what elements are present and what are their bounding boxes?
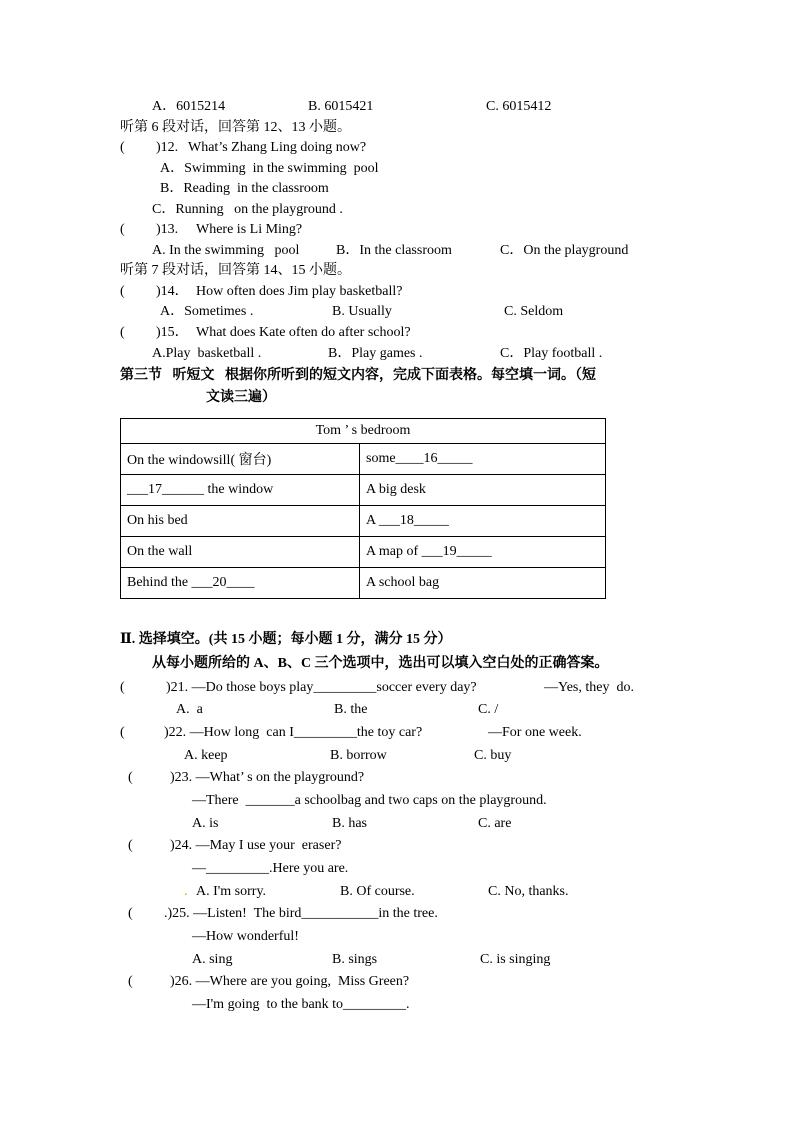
q25-option-a: A. sing [192,952,233,967]
part-2-instruction: 从每小题所给的 A、B、C 三个选项中，选出可以填入空白处的正确答案。 [152,656,609,671]
question-26-reply: —I'm going to the bank to_________. [192,997,410,1012]
table-cell: A ___18_____ [360,506,606,537]
answer-paren: ( [120,284,125,299]
q23-option-b: B. has [332,816,367,831]
table-header-row [121,419,606,444]
answer-paren: ( [128,974,133,989]
question-number: )14． [156,284,189,299]
q23-option-c: C. are [478,816,512,831]
table-row [121,444,606,475]
question-15-stem: What does Kate often do after school? [196,325,411,340]
table-row [121,506,606,537]
q14-option-b: B. Usually [332,304,392,319]
question-22-reply: —For one week. [488,725,582,740]
question-13-stem: Where is Li Ming? [196,222,303,237]
part-2-title: Ⅱ. 选择填空。(共 15 小题；每小题 1 分，满分 15 分） [120,632,452,647]
table-cell: A big desk [360,475,606,506]
question-25-stem: .)25. —Listen! The bird___________in the tree. [164,906,438,921]
option-c: C. 6015412 [486,99,552,114]
q12-option-b: B．Reading in the classroom [160,181,329,196]
answer-paren: ( [120,140,125,155]
q14-option-c: C. Seldom [504,304,564,319]
question-23-reply: —There _______a schoolbag and two caps on the playground. [192,793,547,808]
option-b: B. 6015421 [308,99,374,114]
q12-option-c: C．Running on the playground . [152,202,343,217]
q13-option-b: B．In the classroom [336,243,452,258]
question-number: )15． [156,325,189,340]
question-21-stem: )21. —Do those boys play_________soccer every day? [166,680,477,695]
answer-paren: ( [128,906,133,921]
q14-option-a: A．Sometimes . [160,304,254,319]
q24-option-b: B. Of course. [340,884,415,899]
q15-option-c: C．Play football . [500,346,603,361]
answer-paren: ( [128,838,133,853]
q13-option-c: C．On the playground [500,243,629,258]
q23-option-a: A. is [192,816,219,831]
question-14-stem: How often does Jim play basketball? [196,284,403,299]
question-26-stem: )26. —Where are you going, Miss Green? [170,974,410,989]
question-21-reply: —Yes, they do. [544,680,634,695]
table-cell: ___17______ the window [121,475,360,506]
table-cell: On the windowsill( 窗台) [121,444,360,475]
q25-option-b: B. sings [332,952,378,967]
section-6-intro: 听第 6 段对话，回答第 12、13 小题。 [120,120,351,135]
table-cell: Behind the ___20____ [121,568,360,599]
table-row [121,475,606,506]
table-title: Tom ’ s bedroom [121,419,606,444]
question-22-stem: )22. —How long can I_________the toy car? [164,725,423,740]
question-25-reply: —How wonderful! [192,929,299,944]
answer-paren: ( [120,680,125,695]
q21-option-b: B. the [334,702,368,717]
table-cell: On his bed [121,506,360,537]
part-3-heading-cont: 文读三遍） [206,390,276,405]
question-number: )12. [156,140,179,155]
answer-paren: ( [120,325,125,340]
q25-option-c: C. is singing [480,952,551,967]
q21-option-c: C. / [478,702,499,717]
table-row [121,568,606,599]
table-cell: A map of ___19_____ [360,537,606,568]
q22-option-b: B. borrow [330,748,387,763]
q22-option-c: C. buy [474,748,512,763]
q12-option-a: A．Swimming in the swimming pool [160,161,379,176]
table-cell: A school bag [360,568,606,599]
table-row [121,537,606,568]
table-cell: On the wall [121,537,360,568]
q22-option-a: A. keep [184,748,228,763]
question-24-stem: )24. —May I use your eraser? [170,838,342,853]
question-23-stem: )23. —What’ s on the playground? [170,770,365,785]
question-24-reply: —_________.Here you are. [192,861,349,876]
q13-option-a: A. In the swimming pool [152,243,300,258]
q21-option-a: A. a [176,702,203,717]
q24-option-c: C. No, thanks. [488,884,569,899]
section-7-intro: 听第 7 段对话，回答第 14、15 小题。 [120,263,351,278]
bedroom-table [120,418,606,599]
question-number: )13. [156,222,179,237]
table-cell: some____16_____ [360,444,606,475]
q15-option-a: A.Play basketball . [152,346,262,361]
q24-option-a: A. I'm sorry. [196,884,267,899]
stray-dot: . [184,884,188,899]
question-12-stem: What’s Zhang Ling doing now? [188,140,367,155]
answer-paren: ( [128,770,133,785]
q15-option-b: B．Play games . [328,346,423,361]
answer-paren: ( [120,725,125,740]
part-3-heading: 第三节 听短文 根据你所听到的短文内容，完成下面表格。每空填一词。（短 [120,368,596,383]
option-a: A．6015214 [152,99,226,114]
answer-paren: ( [120,222,125,237]
